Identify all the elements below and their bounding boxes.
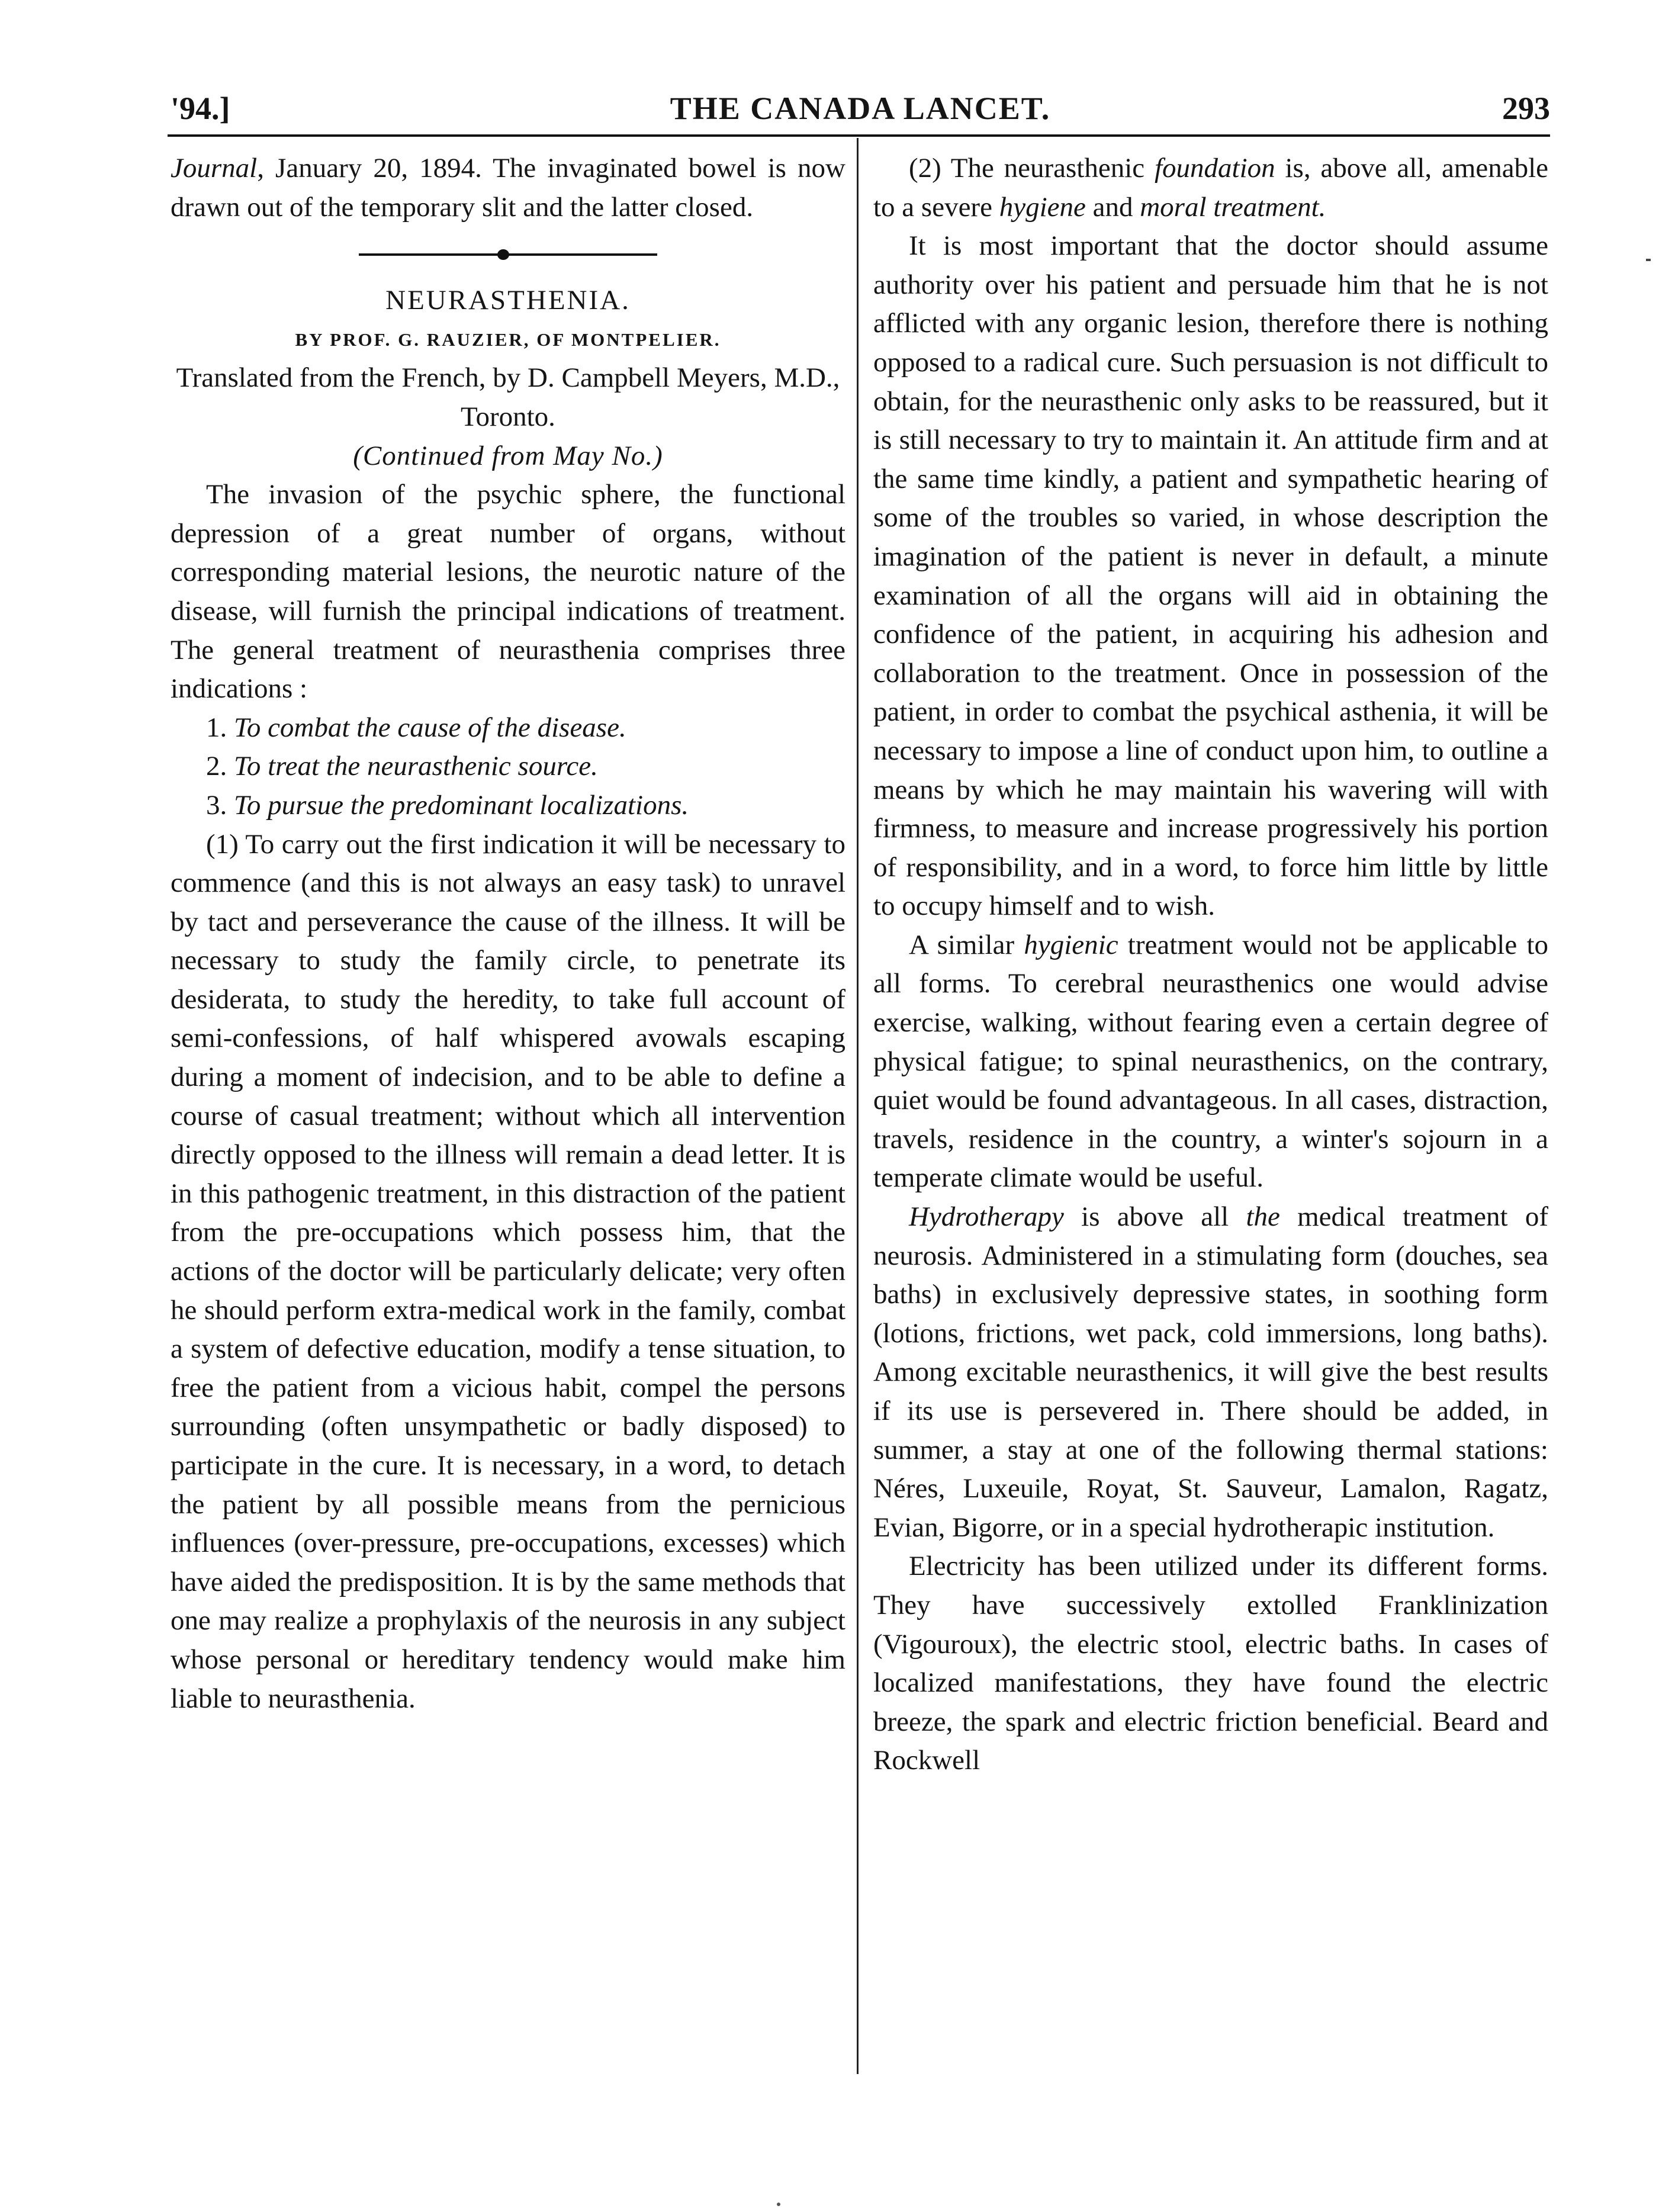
running-head	[171, 90, 1550, 131]
electricity-paragraph: Electricity has been utilized under its different forms. They have successively extolled Franklinization (Vigouroux), the electric stool, electric baths. In cases of localized manifestations, they have found the electric breeze, the spark and electric friction beneficial. Beard and Rockwell	[873, 1551, 1548, 1776]
first-indication-paragraph: (1) To carry out the first indication it will be necessary to commence (and this is not always an easy task) to unravel by tact and perseverance the cause of the illness. It will be necessary to study the family circle, to penetrate its desiderata, to study the heredity, to take full account of semi-confessions, of half whispered avowals escaping during a moment of indecision, and to be able to define a course of casual treatment; without which all intervention directly opposed to the illness will remain a dead letter. It is in this pathogenic treatment, in this distraction of the patient from the pre-occupations which possess him, that the actions of the doctor will be particularly delicate; very often he should perform extra-medical work in the family, combat a system of defective education, modify a tense situation, to free the patient from a vicious habit, compel the persons surrounding (often unsympathetic or badly disposed) to participate in the cure. It is necessary, in a word, to detach the patient by all possible means from the pernicious influences (over-pressure, pre-occupations, excesses) which have aided the predisposition. It is by the same methods that one may realize a prophylaxis of the neurosis in any subject whose personal or hereditary tendency would make him liable to neurasthenia.	[171, 828, 845, 1714]
indication-item: 3. To pursue the predominant localizations.	[206, 789, 689, 821]
translator-credit: Translated from the French, by D. Campbell Meyers, M.D., Toronto.	[176, 362, 840, 432]
neurasthenic-foundation-paragraph: (2) The neurasthenic foundation is, above all, amenable to a severe hygiene and moral treatment.	[873, 153, 1549, 223]
doctor-authority-paragraph: It is most important that the doctor should assume authority over his patient and persuade him that he is not afflicted with any organic lesion, therefore there is nothing opposed to a radical cure. Such persuasion is not difficult to obtain, for the neurasthenic only asks to be reassured, but it is still necessary to try to maintain it. An attitude firm and at the same time kindly, a patient and sympathetic hearing of some of the troubles so varied, in whose description the imagination of the patient is never in default, a minute examination of all the organs will aid in obtaining the confidence of the patient, in acquiring his adhesion and collaboration to the treatment. Once in possession of the patient, in order to combat the psychical asthenia, it will be necessary to impose a line of conduct upon him, to outline a means by which he may maintain his wavering will with firmness, to measure and increase progressively his portion of responsibility, and in a word, to force him little by little to occupy himself and to wish.	[873, 230, 1548, 922]
indication-item: 1. To combat the cause of the disease.	[206, 712, 626, 743]
hydrotherapy-paragraph: Hydrotherapy is above all the medical treatment of neurosis. Administered in a stimulating form (douches, sea baths) in exclusively depressive states, in soothing form (lotions, frictions, wet pack, cold immersions, long baths). Among excitable neurasthenics, it will give the best results if its use is persevered in. There should be added, in summer, a stay at one of the following thermal stations: Néres, Luxeuile, Royat, St. Sauveur, Lamalon, Ragatz, Evian, Bigorre, or in a special hydrotherapic institution.	[873, 1201, 1548, 1543]
continuation-text: , January 20, 1894. The invaginated bowel is now drawn out of the temporary slit and the latter closed.	[171, 153, 845, 223]
header-rule	[168, 134, 1550, 137]
right-column	[873, 149, 1548, 1780]
footer-dot	[777, 2203, 780, 2206]
continued-note: (Continued from May No.)	[353, 440, 663, 471]
journal-title: THE CANADA LANCET.	[670, 91, 1051, 126]
indication-item: 2. To treat the neurasthenic source.	[206, 751, 598, 782]
column-divider	[857, 138, 859, 2074]
divider-ornament-icon	[497, 249, 509, 260]
continuation-paragraph	[171, 149, 845, 227]
hygienic-treatment-paragraph: A similar hygienic treatment would not be applicable to all forms. To cerebral neurasthenics one would advise exercise, walking, without fearing even a certain degree of physical fatigue; to spinal neurasthenics, on the contrary, quiet would be found advantageous. In all cases, distraction, travels, residence in the country, a winter's sojourn in a temperate climate would be useful.	[873, 929, 1549, 1194]
section-divider	[171, 227, 845, 281]
volume-year: '94.]	[171, 91, 230, 126]
article-title: NEURASTHENIA.	[385, 285, 631, 316]
edge-mark	[1646, 259, 1651, 261]
page-number: 293	[1502, 91, 1550, 126]
article-byline: BY PROF. G. RAUZIER, OF MONTPELIER.	[295, 329, 721, 350]
journal-word: Journal	[171, 153, 258, 184]
intro-paragraph: The invasion of the psychic sphere, the functional depression of a great number of organs, without corresponding material lesions, the neurotic nature of the disease, will furnish the principal indications of treatment. The general treatment of neurasthenia comprises three indications :	[171, 479, 845, 705]
left-column	[171, 149, 845, 1718]
